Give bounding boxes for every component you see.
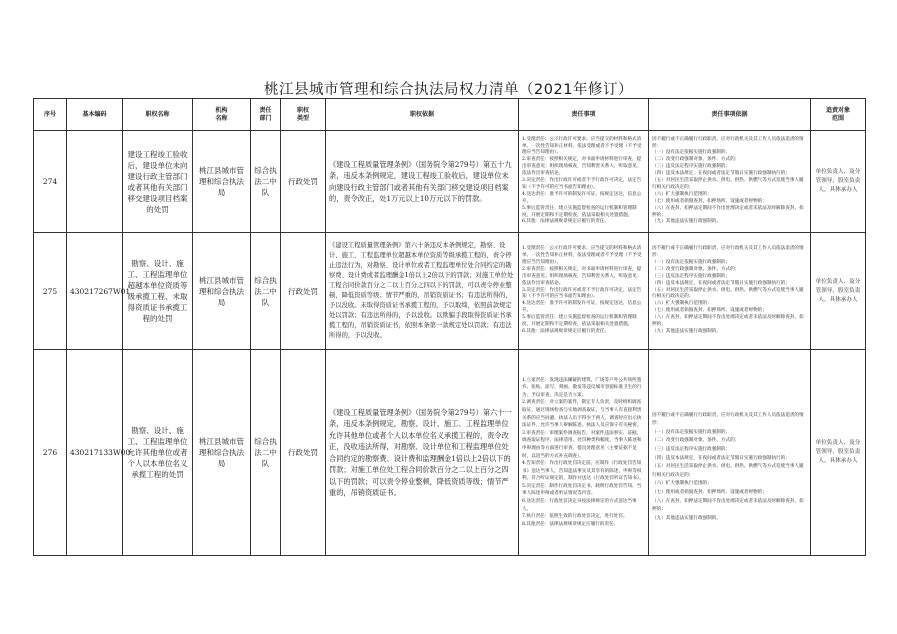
row-basis: 《建设工程质量管理条例》（国务院令第279号）第五十九条，违反本条例规定，建设工程竣工验收后，建设单位未向建设行政主管部门或者其他有关部门移交建设项目档案的，责令改正，处1万元以上10万元以下的罚款。 bbox=[326, 131, 519, 233]
power-list-table bbox=[33, 98, 866, 556]
row-duty bbox=[519, 233, 649, 350]
duty-item: 7.执行责任：依照生效的行政处罚决定，进行处罚。 bbox=[522, 514, 628, 520]
duty-basis-item: （一）没有法定依据实施行政强制的； bbox=[652, 150, 731, 156]
header-basis: 职权依据 bbox=[326, 99, 519, 131]
header-row bbox=[34, 99, 866, 131]
header-duty-basis: 责任事项依据 bbox=[649, 99, 811, 131]
duty-basis-item: 因不履行或不正确履行行政职责，应对行政机关及其工作人员依法追责的情形： bbox=[652, 246, 804, 259]
duty-basis-item: （四）违反本法规定，在夜间或者法定节假日实施行政强制执行的； bbox=[652, 171, 790, 177]
row-seq: 275 bbox=[34, 233, 67, 350]
row-duty-basis bbox=[649, 233, 811, 350]
row-org: 桃江县城市管理和综合执法局 bbox=[193, 233, 251, 350]
row-code: 430217133W00 bbox=[67, 350, 123, 556]
duty-basis-item: （九）其他违法实施行政强制的。 bbox=[652, 328, 721, 334]
header-name: 职权名称 bbox=[123, 99, 193, 131]
header-type: 职权 类型 bbox=[281, 99, 326, 131]
duty-basis-item: （五）对居民生活采取停止供水、供电、供热、供燃气等方式迫使当事人履行相关行政决定的； bbox=[652, 464, 804, 478]
row-scope: 单位负责人、及分管领导，股室负责人，具体承办人 bbox=[811, 350, 866, 556]
row-power-name: 勘察、设计、施工、工程监理单位超越本单位资质等级承揽工程、未取得资质证书承揽工程的处罚 bbox=[123, 233, 193, 350]
duty-basis-item: （三）违反法定程序实施行政强制的； bbox=[652, 447, 731, 453]
duty-basis-item: （八）在查封、扣押法定期间不作出处理决定或者未依法及时解除查封、扣押的； bbox=[652, 315, 804, 328]
duty-item: 1.受理责任：公示行政许可要求、应当提交的材料和格式清单、一次性告知补正材料，依法受理或者不予受理（不予受理应当告知理由）。 bbox=[522, 136, 642, 156]
duty-basis-item: （三）违反法定程序实施行政强制的； bbox=[652, 273, 731, 279]
row-duty-basis bbox=[649, 350, 811, 556]
duty-basis-item: 因不履行或不正确履行行政职责，应对行政机关及其工作人员依法追责的情形： bbox=[652, 412, 804, 427]
row-dept: 综合执法二中队 bbox=[251, 233, 281, 350]
row-seq: 274 bbox=[34, 131, 67, 233]
duty-basis-item: （七）使用或者损毁查封、扣押场所、设施或者财物的； bbox=[652, 198, 767, 204]
duty-basis-item: （三）违反法定程序实施行政强制的； bbox=[652, 164, 731, 170]
duty-basis-item: （五）对居民生活采取停止供水、供电、供热、供燃气等方式迫使当事人履行相关行政决定的； bbox=[652, 178, 804, 190]
duty-item: 4.送达责任：准予许可的制发许可证，按规定送达，信息公开。 bbox=[522, 301, 642, 314]
duty-item: 6.其他：法律法规规章规定应履行的责任。 bbox=[522, 328, 610, 334]
duty-basis-item: （七）使用或者损毁查封、扣押场所、设施或者财物的； bbox=[652, 308, 767, 314]
duty-basis-item: （二）改变行政强制对象、条件、方式的； bbox=[652, 157, 740, 163]
row-org: 桃江县城市管理和综合执法局 bbox=[193, 350, 251, 556]
duty-basis-item: （五）对居民生活采取停止供水、供电、供热、供燃气等方式迫使当事人履行相关行政决定的； bbox=[652, 287, 804, 300]
duty-item: 5.事后监管责任：建立实施监督检查的运行机制和管理制度，开展定期和不定期检查，依法采取相关处置措施。 bbox=[522, 205, 637, 218]
row-duty bbox=[519, 131, 649, 233]
duty-item: 6.其他：法律法规规章规定应履行的责任。 bbox=[522, 219, 610, 225]
row-code bbox=[67, 131, 123, 233]
duty-basis-item: （四）违反本法规定，在夜间或者法定节假日实施行政强制执行的； bbox=[652, 280, 790, 286]
row-type: 行政处罚 bbox=[281, 350, 326, 556]
duty-basis-item: （二）改变行政强制对象、条件、方式的； bbox=[652, 266, 740, 272]
table-row bbox=[34, 350, 866, 556]
row-type: 行政处罚 bbox=[281, 233, 326, 350]
duty-basis-item: （六）扩大强制执行范围的； bbox=[652, 301, 712, 307]
row-scope: 单位负责人、及分管领导，股室负责人，具体承办人 bbox=[811, 131, 866, 233]
duty-item: 6.送达责任：行政处罚决定书按法律规定的方式送达当事人。 bbox=[522, 499, 637, 512]
duty-item: 1.立案责任：发现违法嫌疑的建筑、广场等户外公共场所遗弃、张贴、涂写、刻画、散发等违反城市容貌标准卫生的行为，予以审查，决定是否立案。 bbox=[522, 377, 642, 398]
header-dept: 责任 部门 bbox=[251, 99, 281, 131]
row-power-name: 建设工程竣工验收后，建设单位未向建设行政主管部门或者其他有关部门移交建设项目档案的处罚 bbox=[123, 131, 193, 233]
duty-basis-item: （六）扩大强制执行范围的； bbox=[652, 481, 712, 487]
row-duty-basis bbox=[649, 131, 811, 233]
duty-basis-item: （一）没有法定依据实施行政强制的； bbox=[652, 429, 731, 435]
duty-basis-item: （六）扩大强制执行范围的； bbox=[652, 191, 712, 197]
duty-item: 3.决定责任：作出行政许可或者不予行政许可决定，法定告知（不予许可的应当书面告知理由）。 bbox=[522, 178, 642, 190]
duty-item: 2.调查责任：对立案的案件，制定专人负责，及时组织调查取证，通过现场检查与实地调查取证，与当事人有直接利害关系的应当回避，执法人员不得少于两人，调查时应出示执法证件，允许当事人辩解陈述。执法人员应保守有关秘密。 bbox=[522, 400, 642, 429]
duty-basis-item: （二）改变行政强制对象、条件、方式的； bbox=[652, 438, 740, 444]
duty-basis-item: 因不履行或不正确履行行政职责，应对行政机关及其工作人员依法追责的情形： bbox=[652, 136, 804, 149]
duty-item: 8.其他责任：法律法规规章规定应履行的责任。 bbox=[522, 521, 619, 527]
header-org: 机构 名称 bbox=[193, 99, 251, 131]
table-row bbox=[34, 233, 866, 350]
page-title: 桃江县城市管理和综合执法局权力清单（2021年修订） bbox=[264, 82, 633, 98]
duty-basis-item: （九）其他违法实施行政强制的。 bbox=[652, 515, 721, 521]
header-duty: 责任事项 bbox=[519, 99, 649, 131]
duty-basis-item: （九）其他违法实施行政强制的。 bbox=[652, 219, 721, 225]
duty-item: 2.审查责任：按照相关规定，对书面申请材料进行审查，提出审查意见；组织现场核查，告知利害关系人，听取意见；依法作出审查结论。 bbox=[522, 157, 642, 177]
table-row bbox=[34, 131, 866, 233]
row-power-name: 勘察、设计、施工、工程监理单位允许其他单位或者个人以本单位名义承揽工程的处罚 bbox=[123, 350, 193, 556]
row-duty bbox=[519, 350, 649, 556]
row-basis: 《建设工程质量管理条例》（国务院令第279号）第六十一条，违反本条例规定，勘察、设计、施工、工程监理单位允许其他单位或者个人以本单位名义承揽工程的，责令改正，没收违法所得，对勘察、设计单位和工程监理单位处合同约定的勘察费、设计费和监理酬金1倍以上2倍以下的罚款；对施工单位处工程合同价款百分之二以上百分之四以下的罚款；可以责令停业整顿，降低资质等级；情节严重的，吊销资质证书。 bbox=[326, 350, 519, 556]
row-org: 桃江县城市管理和综合执法局 bbox=[193, 131, 251, 233]
duty-item: 3.决定责任：作出行政许可或者不予行政许可决定，法定告知（不予许可的应当书面告知理由）。 bbox=[522, 287, 642, 300]
duty-basis-item: （七）使用或者损毁查封、扣押场所、设施或者财物的； bbox=[652, 489, 767, 495]
duty-item: 1.受理责任：公示行政许可要求、应当提交的材料和格式清单、一次性告知补正材料，依法受理或者不予受理（不予受理应当告知理由）。 bbox=[522, 246, 642, 265]
row-basis: 《建设工程质量管理条例》第六十条违反本条例规定，勘察、设计、施工、工程监理单位超越本单位资质等级承揽工程的，责令停止违法行为，对勘察、设计单位或者工程监理单位处合同约定的勘察费、设计费或者监理酬金1倍以上2倍以下的罚款；对施工单位处工程合同价款百分之二以上百分之四以下的罚款，可以责令停业整顿，降低资质等级；情节严重的，吊销资质证书；有违法所得的，予以没收。未取得资质证书承揽工程的，予以取缔，依照前款规定处以罚款；有违法所得的，予以没收。以欺骗手段取得资质证书承揽工程的，吊销资质证书，依照本条第一款规定处以罚款；有违法所得的，予以没收。 bbox=[326, 233, 519, 350]
row-dept: 综合执法二中队 bbox=[251, 131, 281, 233]
row-type: 行政处罚 bbox=[281, 131, 326, 233]
duty-item: 2.审查责任：按照相关规定，对书面申请材料进行审查，提出审查意见；组织现场核查，告知利害关系人，听取意见；依法作出审查结论。 bbox=[522, 266, 642, 286]
duty-item: 5.决定责任：制作行政处罚决定书，载明行政处罚告知、当事人陈述申辩或者听证情况等内容。 bbox=[522, 483, 642, 497]
row-code: 430217267W01 bbox=[67, 233, 123, 350]
duty-basis-item: （八）在查封、扣押法定期间不作出处理决定或者未依法及时解除查封、扣押的； bbox=[652, 205, 804, 218]
duty-basis-item: （四）违反本法规定，在夜间或者法定节假日实施行政强制执行的； bbox=[652, 455, 790, 461]
duty-item: 3.审查责任：审理案件调查报告，对案件违法事实、证据、调查取证程序、法律适用、处罚种类和幅度、当事人陈述和申辩理由等方面进行审查，提出处理意见（主要证据不足时，以适当的方式补充调查）。 bbox=[522, 430, 642, 459]
duty-basis-item: （八）在查封、扣押法定期间不作出处理决定或者未依法及时解除查封、扣押的； bbox=[652, 498, 804, 513]
row-dept: 综合执法二中队 bbox=[251, 350, 281, 556]
duty-basis-item: （一）没有法定依据实施行政强制的； bbox=[652, 259, 731, 265]
header-code: 基本编码 bbox=[67, 99, 123, 131]
row-scope: 单位负责人、及分管领导，股室负责人，具体承办人 bbox=[811, 233, 866, 350]
header-seq: 序号 bbox=[34, 99, 67, 131]
duty-item: 4.告知责任：作出行政处罚决定前，应制作《行政处罚告知书》送达当事人，告知违法事实及其享有的陈述、申辩等权利。符合听证规定的，制作并送达《行政处罚听证告知书》。 bbox=[522, 461, 644, 482]
header-scope: 追责对象 范围 bbox=[811, 99, 866, 131]
duty-item: 5.事后监管责任：建立实施监督检查的运行机制和管理制度，开展定期和不定期检查，依法采取相关处置措施。 bbox=[522, 315, 637, 328]
row-seq: 276 bbox=[34, 350, 67, 556]
duty-item: 4.送达责任：准予许可的制发许可证，按规定送达，信息公开。 bbox=[522, 191, 642, 204]
